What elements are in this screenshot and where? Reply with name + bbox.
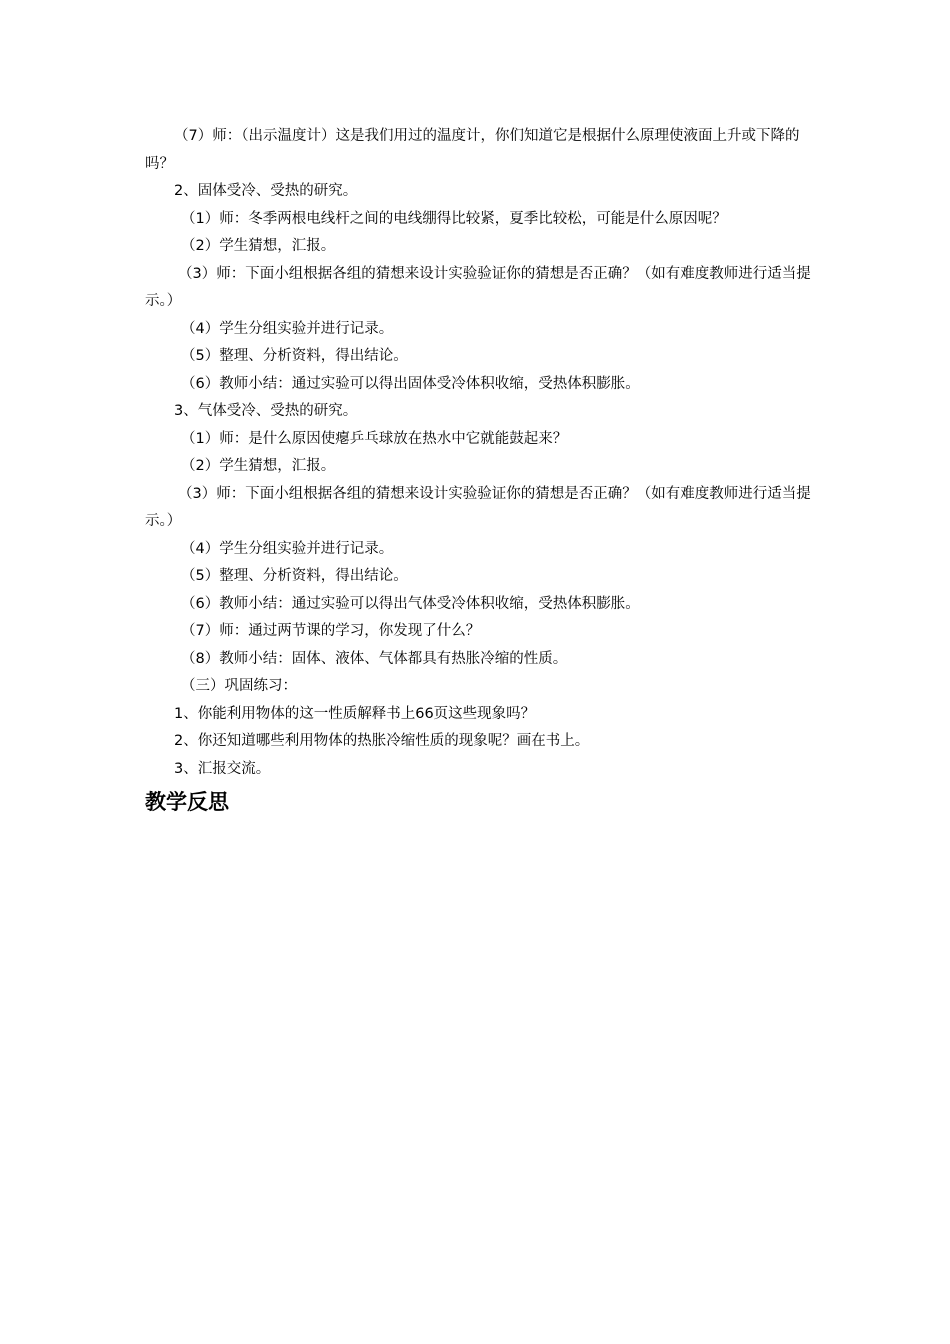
paragraph-13: （4）学生分组实验并进行记录。 <box>181 540 394 557</box>
paragraph-9: 3、气体受冷、受热的研究。 <box>174 403 358 419</box>
paragraph-17: （8）教师小结：固体、液体、气体都具有热胀冷缩的性质。 <box>181 650 568 667</box>
paragraph-18: （三）巩固练习： <box>181 678 297 694</box>
paragraph-2: 2、固体受冷、受热的研究。 <box>174 183 358 199</box>
paragraph-19: 1、你能利用物体的这一性质解释书上66页这些现象吗？ <box>174 705 536 722</box>
paragraph-1: （7）师：（出示温度计）这是我们用过的温度计，你们知道它是根据什么原理使液面上升或下降的吗？ <box>145 128 800 172</box>
document-body <box>145 123 813 817</box>
paragraph-21: 3、汇报交流。 <box>174 760 271 777</box>
paragraph-10: （1）师：是什么原因使瘪乒乓球放在热水中它就能鼓起来？ <box>181 430 568 447</box>
paragraph-8: （6）教师小结：通过实验可以得出固体受冷体积收缩，受热体积膨胀。 <box>181 375 640 392</box>
paragraph-4: （2）学生猜想，汇报。 <box>181 238 336 254</box>
section-heading: 教学反思 <box>145 790 229 814</box>
paragraph-12: （3）师：下面小组根据各组的猜想来设计实验验证你的猜想是否正确？（如有难度教师进行适当提示。） <box>145 485 811 529</box>
paragraph-11: （2）学生猜想，汇报。 <box>181 458 336 474</box>
paragraph-14: （5）整理、分析资料，得出结论。 <box>181 568 408 584</box>
paragraph-16: （7）师：通过两节课的学习，你发现了什么？ <box>181 623 481 639</box>
paragraph-20: 2、你还知道哪些利用物体的热胀冷缩性质的现象呢？画在书上。 <box>174 733 590 749</box>
paragraph-6: （4）学生分组实验并进行记录。 <box>181 320 394 337</box>
paragraph-15: （6）教师小结：通过实验可以得出气体受冷体积收缩，受热体积膨胀。 <box>181 595 640 612</box>
paragraph-7: （5）整理、分析资料，得出结论。 <box>181 348 408 364</box>
paragraph-3: （1）师：冬季两根电线杆之间的电线绷得比较紧，夏季比较松，可能是什么原因呢？ <box>181 210 727 227</box>
paragraph-5: （3）师：下面小组根据各组的猜想来设计实验验证你的猜想是否正确？（如有难度教师进行适当提示。） <box>145 265 811 309</box>
